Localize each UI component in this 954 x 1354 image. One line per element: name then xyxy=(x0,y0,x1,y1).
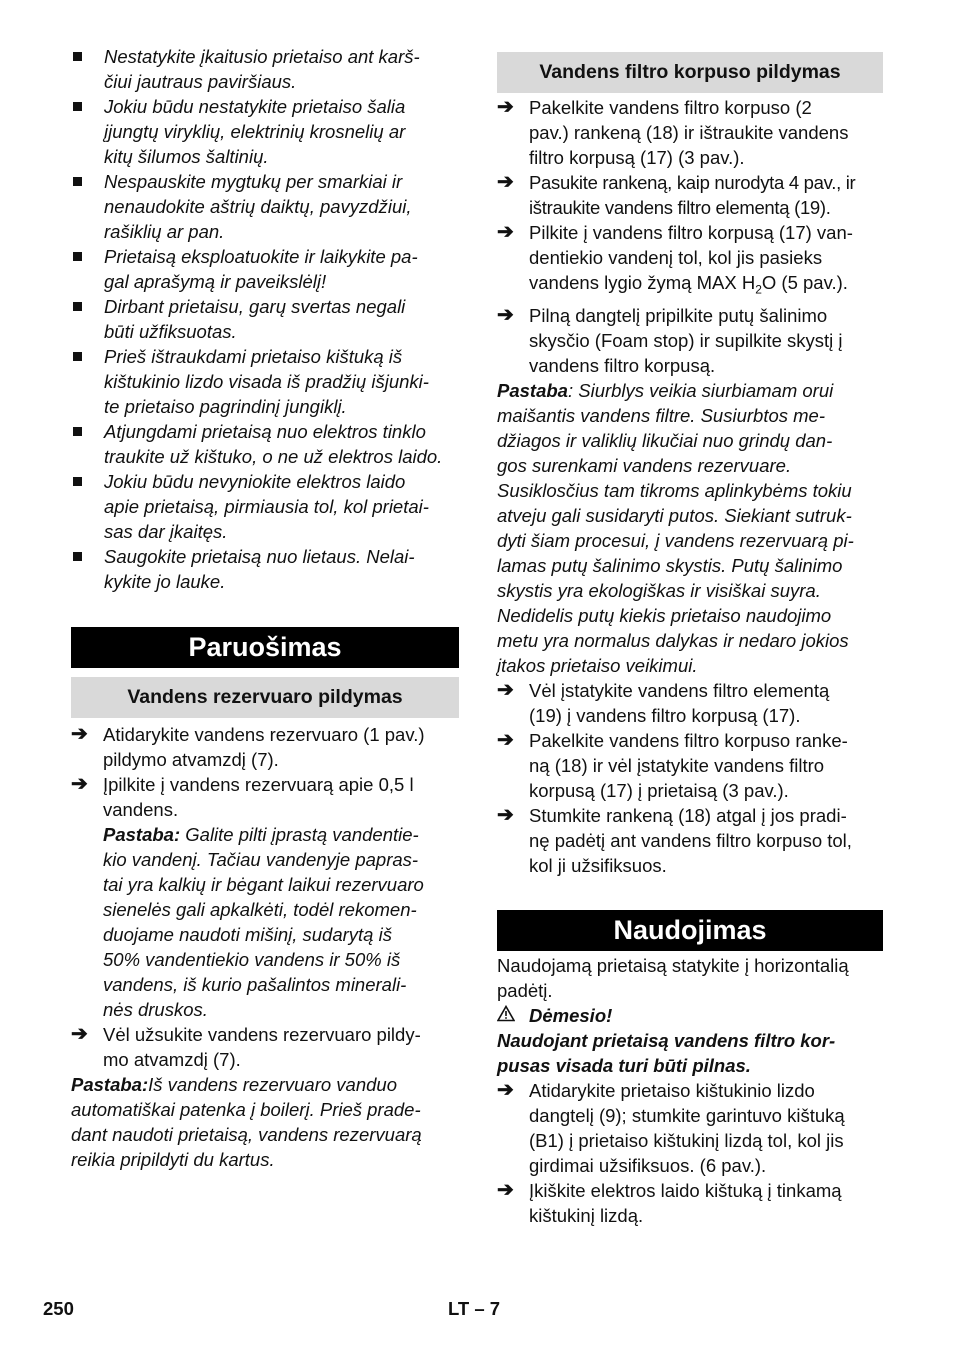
section-title-paruosimas: Paruošimas xyxy=(71,627,459,668)
step-item: ➔ Atidarykite vandens rezervuaro (1 pav.) pildymo atvamzdį (7). xyxy=(71,723,425,770)
list-item: Nestatykite įkaitusio prietaiso ant karš- čiui jautraus paviršiaus. xyxy=(71,44,459,94)
step-item: ➔ Pilną dangtelį pripilkite putų šalinimo skysčio (Foam stop) ir supilkite skystį į vandens filtro korpusą. xyxy=(497,303,843,376)
note-text: Galite pilti įprastą vandentie- kio vandenį. Tačiau vandenyje papras- tai yra kalkių ir bėgant laikui rezervuaro sienelės gali apkalkėti, todėl rekomen- duojame naudoti mišinį, sudarytą iš 50% vandentiekio vandens ir 50% iš vandens, iš kurio pašalintos minerali- nės druskos. xyxy=(103,824,424,1020)
square-bullet-icon xyxy=(73,102,82,111)
square-bullet-icon xyxy=(73,352,82,361)
arrow-right-icon: ➔ xyxy=(497,221,514,243)
page-label: LT – 7 xyxy=(448,1298,501,1319)
list-item: Jokiu būdu nestatykite prietaiso šalia įjungtų viryklių, elektrinių krosnelių ar kitų šilumos šaltinių. xyxy=(71,94,459,169)
note-text: Iš vandens rezervuaro vanduo automatiškai patenka į boilerį. Prieš prade- dant naudoti prietaisą, vandens rezervuarą reikia pripildyti du kartus. xyxy=(71,1074,422,1170)
arrow-right-icon: ➔ xyxy=(497,171,514,193)
step-item: ➔ Pasukite rankeną, kaip nurodyta 4 pav., ir ištraukite vandens filtro elementą (19). xyxy=(497,171,856,218)
note-block xyxy=(497,378,883,678)
square-bullet-icon xyxy=(73,177,82,186)
note-label: Pastaba: xyxy=(103,824,181,845)
list-item: Prieš ištraukdami prietaiso kištuką iš kištukinio lizdo visada iš pradžių išjunki- te prietaiso pagrindinį jungiklį. xyxy=(71,344,459,419)
arrow-right-icon: ➔ xyxy=(497,1178,514,1201)
page-number: 250 xyxy=(43,1298,74,1319)
warning-text: Naudojant prietaisą vandens filtro kor- pusas visada turi būti pilnas. xyxy=(497,1029,836,1076)
step-item: ➔ Pakelkite vandens filtro korpuso (2 pav.) rankeną (18) ir ištraukite vandens filtro korpusą (17) (3 pav.). xyxy=(497,96,849,168)
square-bullet-icon xyxy=(73,252,82,261)
step-item: ➔ Įkiškite elektros laido kištuką į tinkamą kištukinį lizdą. xyxy=(497,1178,842,1226)
step-item: ➔ Pakelkite vandens filtro korpuso ranke- ną (18) ir vėl įstatykite vandens filtro korpusą (17) į prietaisą (3 pav.). xyxy=(497,728,848,801)
section-title-naudojimas: Naudojimas xyxy=(497,910,883,951)
safety-list xyxy=(71,44,459,594)
left-column xyxy=(71,44,459,1172)
arrow-right-icon: ➔ xyxy=(71,1023,88,1045)
step-item: ➔ Pilkite į vandens filtro korpusą (17) van- dentiekio vandenį tol, kol jis pasieks vandens lygio žymą MAX $H_2O$ (5 pav.). xyxy=(497,221,853,297)
arrow-right-icon: ➔ xyxy=(497,803,514,826)
arrow-right-icon: ➔ xyxy=(497,303,514,326)
warning-heading: Dėmesio! xyxy=(497,1003,883,1028)
list-item: Nespauskite mygtukų per smarkiai ir nenaudokite aštrių daiktų, pavyzdžiui, rašiklių ar pan. xyxy=(71,169,459,244)
list-item: Saugokite prietaisą nuo lietaus. Nelai- kykite jo lauke. xyxy=(71,544,459,594)
arrow-right-icon: ➔ xyxy=(71,773,88,795)
list-item: Jokiu būdu nevyniokite elektros laido apie prietaisą, pirmiausia tol, kol prietai- sas dar įkaitęs. xyxy=(71,469,459,544)
list-item: Atjungdami prietaisą nuo elektros tinklo traukite už kištuko, o ne už elektros laido. xyxy=(71,419,459,469)
note-label: Pastaba xyxy=(497,379,568,401)
right-column xyxy=(497,52,883,1228)
square-bullet-icon xyxy=(73,302,82,311)
list-item: Dirbant prietaisu, garų svertas negali būti užfiksuotas. xyxy=(71,294,459,344)
step-item: ➔ Įpilkite į vandens rezervuarą apie 0,5 l vandens. xyxy=(71,773,414,820)
square-bullet-icon xyxy=(73,52,82,61)
arrow-right-icon: ➔ xyxy=(497,96,514,118)
warning-triangle-icon xyxy=(497,1003,517,1028)
note-block xyxy=(71,822,459,1022)
arrow-right-icon: ➔ xyxy=(497,1078,514,1101)
note-label: Pastaba: xyxy=(71,1074,149,1095)
square-bullet-icon xyxy=(73,552,82,561)
arrow-right-icon: ➔ xyxy=(497,678,514,701)
step-item: ➔ Atidarykite prietaiso kištukinio lizdo dangtelį (9); stumkite garintuvo kištuką (B1) į prietaiso kištukinį lizdą tol, kol jis girdimai užsifiksuos. (6 pav.). xyxy=(497,1078,845,1176)
subsection-title-filtras: Vandens filtro korpuso pildymas xyxy=(497,52,883,93)
usage-text: Naudojamą prietaisą statykite į horizontalią padėtį. xyxy=(497,954,849,1001)
step-item: ➔ Stumkite rankeną (18) atgal į jos pradi- nę padėtį ant vandens filtro korpuso tol, kol ji užsifiksuos. xyxy=(497,803,852,876)
square-bullet-icon xyxy=(73,477,82,486)
arrow-right-icon: ➔ xyxy=(71,723,88,745)
note-block xyxy=(71,1072,459,1172)
list-item: Prietaisą eksploatuokite ir laikykite pa- gal aprašymą ir paveikslėlį! xyxy=(71,244,459,294)
subsection-title-rezervuaras: Vandens rezervuaro pildymas xyxy=(71,677,459,718)
arrow-right-icon: ➔ xyxy=(497,728,514,751)
step-item: ➔ Vėl užsukite vandens rezervuaro pildy- mo atvamzdį (7). xyxy=(71,1023,421,1070)
step-item: ➔ Vėl įstatykite vandens filtro elementą (19) į vandens filtro korpusą (17). xyxy=(497,678,830,726)
square-bullet-icon xyxy=(73,427,82,436)
note-text: : Siurblys veikia siurbiamam orui maišantis vandens filtre. Susiurbtos me- džiagos ir valiklių likučiai nuo grindų dan- gos surenkami vandens rezervuare. Susiklosčius tam tikroms aplinkybėms tokiu atveju gali susidaryti putos. Siekiant sutruk- dyti šiam procesui, į vandens rezervuarą pi- lamas putų šalinimo skystis. Putų šalinimo skystis yra ekologiškas ir visiškai suyra. Nedidelis putų kiekis prietaiso naudojimo metu yra normalus dalykas ir nedaro jokios įtakos prietaiso veikimui. xyxy=(497,379,854,676)
